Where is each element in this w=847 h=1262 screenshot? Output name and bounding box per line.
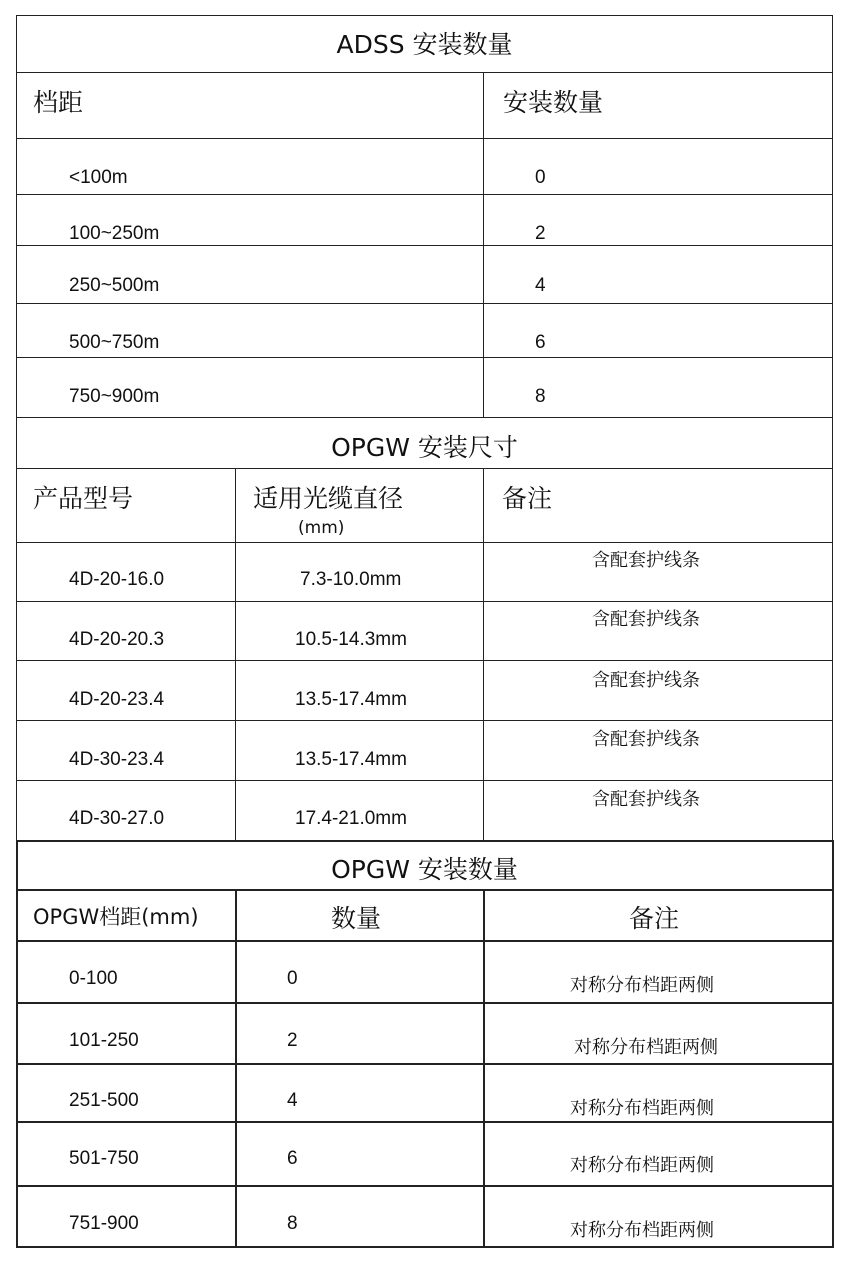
grid-line	[16, 1185, 834, 1187]
grid-line	[16, 194, 833, 195]
grid-line	[16, 840, 834, 842]
opgw-size-header-unit: (mm)	[298, 518, 345, 538]
opgw-qty-header-qty: 数量	[331, 904, 382, 933]
opgw-qty-qty-cell: 4	[287, 1090, 298, 1111]
opgw-size-title: OPGW 安装尺寸	[331, 433, 518, 462]
grid-line	[16, 357, 833, 358]
grid-line	[16, 542, 833, 543]
grid-line	[16, 72, 833, 73]
grid-line	[16, 1002, 834, 1004]
grid-line	[16, 889, 834, 891]
grid-line	[483, 72, 484, 418]
grid-line	[16, 138, 833, 139]
grid-line	[832, 840, 834, 1248]
opgw-size-model-cell: 4D-20-16.0	[69, 569, 165, 590]
grid-line	[16, 1121, 834, 1123]
opgw-qty-note-cell: 对称分布档距两侧	[570, 1155, 714, 1176]
opgw-qty-span-cell: 751-900	[69, 1213, 139, 1234]
grid-line	[16, 720, 833, 721]
adss-span-cell: 750~900m	[69, 386, 160, 407]
adss-title: ADSS 安装数量	[336, 30, 513, 59]
adss-span-cell: 500~750m	[69, 332, 160, 353]
adss-header-span: 档距	[33, 88, 84, 117]
opgw-qty-title: OPGW 安装数量	[331, 855, 518, 884]
adss-span-cell: 100~250m	[69, 223, 160, 244]
opgw-size-note-cell: 含配套护线条	[592, 729, 700, 750]
opgw-size-note-cell: 含配套护线条	[592, 609, 700, 630]
adss-header-qty: 安装数量	[503, 88, 604, 117]
adss-qty-cell: 4	[535, 275, 546, 296]
opgw-qty-qty-cell: 6	[287, 1148, 298, 1169]
opgw-size-model-cell: 4D-30-27.0	[69, 808, 165, 829]
opgw-qty-note-cell: 对称分布档距两侧	[570, 1220, 714, 1241]
opgw-qty-span-cell: 101-250	[69, 1030, 139, 1051]
grid-line	[16, 601, 833, 602]
opgw-size-diameter-cell: 7.3-10.0mm	[300, 569, 402, 590]
adss-qty-cell: 2	[535, 223, 546, 244]
grid-line	[235, 889, 237, 1247]
opgw-size-note-cell: 含配套护线条	[592, 670, 700, 691]
opgw-qty-qty-cell: 2	[287, 1030, 298, 1051]
opgw-qty-note-cell: 对称分布档距两侧	[574, 1037, 718, 1058]
adss-qty-cell: 0	[535, 167, 546, 188]
opgw-qty-header-note: 备注	[629, 904, 680, 933]
opgw-size-model-cell: 4D-20-23.4	[69, 689, 165, 710]
opgw-size-header-model: 产品型号	[33, 484, 134, 513]
grid-line	[16, 840, 18, 1248]
grid-line	[235, 468, 236, 841]
opgw-qty-header-span: OPGW档距(mm)	[33, 905, 199, 929]
grid-line	[16, 245, 833, 246]
grid-line	[16, 940, 834, 942]
grid-line	[483, 889, 485, 1247]
opgw-size-model-cell: 4D-20-20.3	[69, 629, 165, 650]
opgw-qty-span-cell: 0-100	[69, 968, 118, 989]
opgw-qty-note-cell: 对称分布档距两侧	[570, 975, 714, 996]
opgw-qty-qty-cell: 8	[287, 1213, 298, 1234]
adss-qty-cell: 6	[535, 332, 546, 353]
opgw-qty-span-cell: 501-750	[69, 1148, 139, 1169]
opgw-size-diameter-cell: 13.5-17.4mm	[295, 689, 407, 710]
adss-span-cell: <100m	[69, 167, 128, 188]
opgw-size-model-cell: 4D-30-23.4	[69, 749, 165, 770]
opgw-qty-note-cell: 对称分布档距两侧	[570, 1098, 714, 1119]
opgw-size-diameter-cell: 10.5-14.3mm	[295, 629, 407, 650]
grid-line	[16, 417, 833, 418]
adss-span-cell: 250~500m	[69, 275, 160, 296]
grid-line	[16, 660, 833, 661]
opgw-size-header-note: 备注	[502, 484, 553, 513]
opgw-size-header-diameter: 适用光缆直径	[253, 484, 404, 513]
opgw-size-note-cell: 含配套护线条	[592, 789, 700, 810]
grid-line	[16, 1063, 834, 1065]
opgw-size-note-cell: 含配套护线条	[592, 550, 700, 571]
grid-line	[483, 468, 484, 841]
opgw-qty-qty-cell: 0	[287, 968, 298, 989]
opgw-size-diameter-cell: 17.4-21.0mm	[295, 808, 407, 829]
opgw-size-diameter-cell: 13.5-17.4mm	[295, 749, 407, 770]
grid-line	[16, 468, 833, 469]
opgw-qty-span-cell: 251-500	[69, 1090, 139, 1111]
grid-line	[16, 1246, 834, 1248]
grid-line	[16, 303, 833, 304]
grid-line	[16, 15, 833, 16]
adss-qty-cell: 8	[535, 386, 546, 407]
grid-line	[16, 780, 833, 781]
